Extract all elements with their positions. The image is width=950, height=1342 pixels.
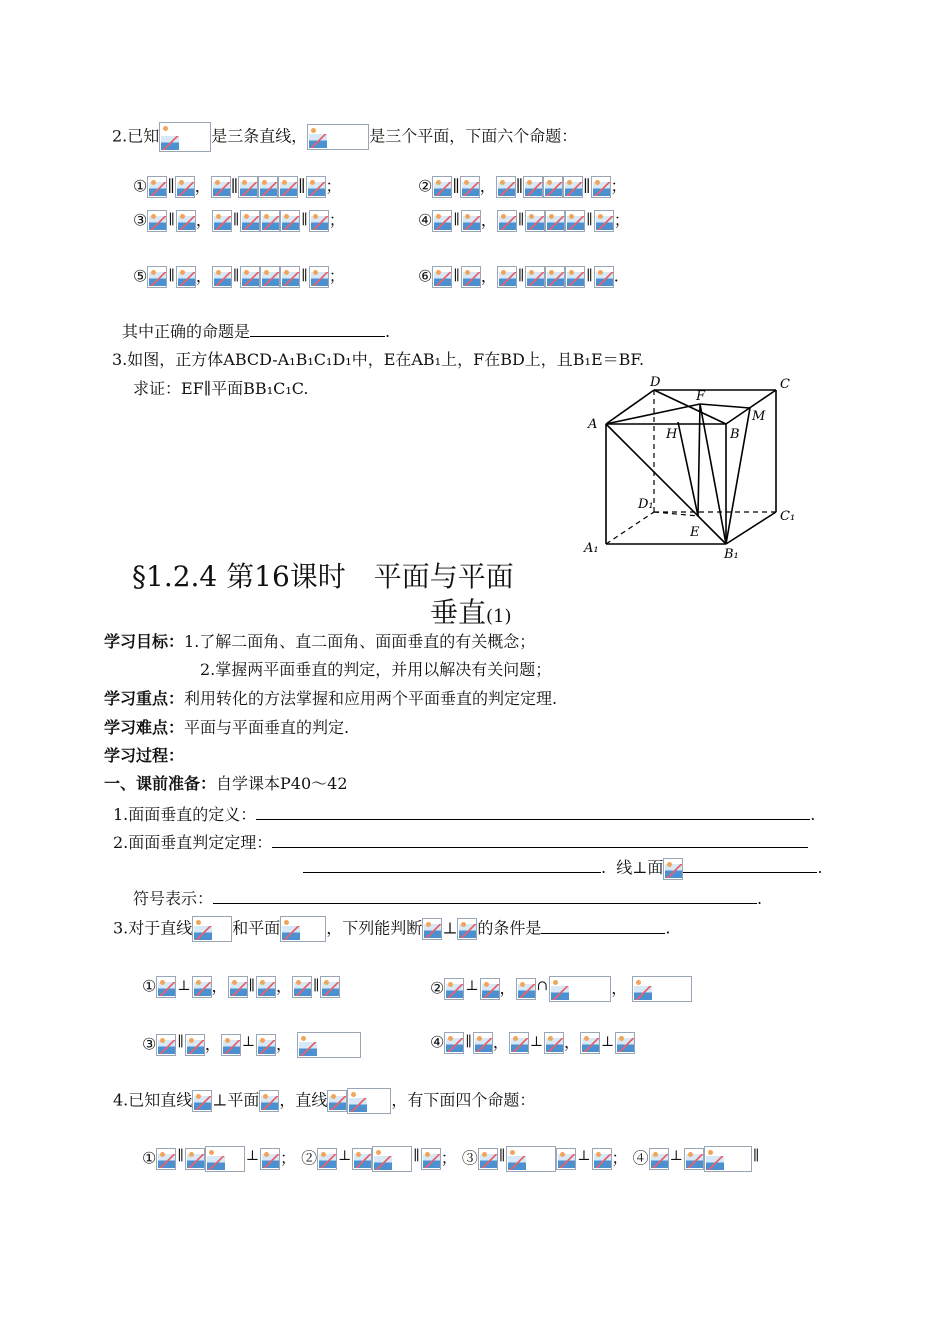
section-title: §1.2.4 第16课时 平面与平面 (132, 560, 514, 593)
q2-prop-4: ④ ∥ ， ∥ ∥ ； (418, 210, 630, 232)
formula-image-icon (649, 1148, 669, 1170)
formula-image-icon (549, 976, 611, 1002)
formula-image-icon (212, 266, 232, 288)
theorem-blank-2[interactable] (303, 856, 601, 873)
formula-image-icon (632, 976, 692, 1002)
formula-image-icon (432, 176, 452, 198)
q2-prop-2: ② ∥ ， ∥ ∥ ； (418, 176, 627, 198)
formula-image-icon (432, 210, 452, 232)
formula-image-icon (185, 1034, 205, 1056)
goal-2: 2.掌握两平面垂直的判定，并用以解决有关问题； (200, 660, 552, 679)
formula-image-icon (260, 210, 280, 232)
label-d1: D₁ (638, 497, 654, 512)
formula-image-icon (258, 176, 278, 198)
formula-image-icon (280, 210, 300, 232)
formula-image-icon (496, 176, 516, 198)
condition-blank[interactable] (541, 917, 665, 934)
formula-image-icon (432, 266, 452, 288)
formula-image-icon (260, 266, 280, 288)
q2-answer: 其中正确的命题是 . (122, 322, 391, 341)
formula-image-icon (461, 266, 481, 288)
formula-image-icon (228, 976, 248, 998)
formula-image-icon (615, 1032, 635, 1054)
formula-image-icon (556, 1148, 576, 1170)
diagonal-bd (654, 390, 726, 424)
formula-image-icon (480, 978, 500, 1000)
segment-fe (698, 404, 700, 516)
formula-image-icon (497, 210, 517, 232)
formula-image-icon (525, 210, 545, 232)
theorem-blank-3[interactable] (683, 856, 817, 873)
formula-image-icon (192, 976, 212, 998)
formula-image-icon (147, 176, 167, 198)
theorem-blank[interactable] (272, 831, 808, 848)
p3-opt-4: ④ ∥ ， ⊥ ， ⊥ (430, 1032, 635, 1054)
formula-image-icon (592, 1148, 612, 1170)
formula-image-icon (594, 210, 614, 232)
formula-image-icon (497, 266, 517, 288)
formula-image-icon (176, 266, 196, 288)
formula-image-icon (544, 1032, 564, 1054)
q2-prop-6: ⑥ ∥ ， ∥ ∥ . (418, 266, 619, 288)
formula-image-icon (565, 266, 585, 288)
formula-image-icon (509, 1032, 529, 1054)
label-a1: A₁ (584, 541, 599, 556)
formula-image-icon (327, 1090, 347, 1112)
process-label: 学习过程： (104, 746, 185, 765)
formula-image-icon (156, 1148, 176, 1170)
formula-image-icon (478, 1148, 498, 1170)
formula-image-icon (205, 1146, 245, 1172)
formula-image-icon (147, 210, 167, 232)
formula-image-icon (516, 978, 536, 1000)
formula-image-icon (309, 266, 329, 288)
formula-image-icon (444, 1032, 464, 1054)
label-d: D (650, 375, 661, 390)
cube-figure (578, 368, 808, 568)
formula-image-icon (176, 210, 196, 232)
q2-prop-1: ① ∥ ， ∥ ∥ ； (133, 176, 342, 198)
formula-image-icon (280, 916, 326, 942)
segment-fm (700, 404, 750, 408)
formula-image-icon (256, 976, 276, 998)
goals: 学习目标：1.了解二面角、直二面角、面面垂直的有关概念； (104, 632, 536, 651)
focus: 学习重点：利用转化的方法掌握和应用两个平面垂直的判定定理. (104, 689, 558, 708)
formula-image-icon (506, 1146, 556, 1172)
formula-image-icon (221, 1034, 241, 1056)
formula-image-icon (212, 210, 232, 232)
formula-image-icon (297, 1032, 361, 1058)
lines-image-icon (159, 122, 211, 152)
symbol-blank[interactable] (213, 887, 757, 904)
label-b: B (730, 427, 740, 442)
formula-image-icon (543, 176, 563, 198)
formula-image-icon (523, 176, 543, 198)
label-b1: B₁ (724, 547, 739, 562)
formula-image-icon (260, 1148, 280, 1170)
edge (726, 512, 776, 544)
p3-opt-1: ① ⊥ ， ∥ ， ∥ (142, 976, 340, 998)
formula-image-icon (704, 1146, 752, 1172)
p3-opt-3: ③ ∥ ， ⊥ ， (142, 1032, 361, 1058)
formula-image-icon (347, 1088, 391, 1114)
section-title-2: 垂直(1) (430, 596, 512, 629)
q2-intro: 2.已知 是三条直线， 是三个平面，下面六个命题： (112, 122, 577, 152)
q2-prop-5: ⑤ ∥ ， ∥ ∥ ； (133, 266, 345, 288)
formula-image-icon (278, 176, 298, 198)
formula-image-icon (580, 1032, 600, 1054)
formula-image-icon (457, 918, 477, 940)
label-m: M (752, 409, 766, 424)
formula-image-icon (292, 976, 312, 998)
formula-image-icon (259, 1090, 279, 1112)
formula-image-icon (147, 266, 167, 288)
prep: 一、课前准备：自学课本P40～42 (104, 774, 348, 793)
formula-image-icon (240, 210, 260, 232)
formula-image-icon (525, 266, 545, 288)
formula-image-icon (320, 976, 340, 998)
formula-image-icon (545, 210, 565, 232)
diagonal-ab1 (606, 424, 726, 544)
planes-image-icon (307, 124, 369, 150)
label-f: F (696, 389, 706, 404)
formula-image-icon (280, 266, 300, 288)
p3: 3.对于直线 和平面 ，下列能判断 ⊥ 的条件是 . (113, 916, 670, 942)
q2-prop-3: ③ ∥ ， ∥ ∥ ； (133, 210, 345, 232)
formula-image-icon (422, 918, 442, 940)
formula-image-icon (192, 916, 232, 942)
formula-image-icon (211, 176, 231, 198)
hidden-edge (606, 512, 654, 544)
q3-line-2: 求证：EF∥平面BB₁C₁C. (133, 379, 309, 398)
formula-image-icon (240, 266, 260, 288)
label-e: E (690, 525, 700, 540)
formula-image-icon (460, 176, 480, 198)
formula-image-icon (563, 176, 583, 198)
p2-cont: . 线⊥面 . (303, 856, 822, 880)
formula-image-icon (594, 266, 614, 288)
formula-image-icon (156, 976, 176, 998)
formula-image-icon (591, 176, 611, 198)
formula-image-icon (306, 176, 326, 198)
formula-image-icon (256, 1034, 276, 1056)
label-a: A (588, 417, 598, 432)
formula-image-icon (372, 1146, 412, 1172)
p3-opt-2: ② ⊥ ， ∩ ， (430, 976, 692, 1002)
formula-image-icon (461, 210, 481, 232)
label-h: H (666, 427, 678, 442)
formula-image-icon (473, 1032, 493, 1054)
formula-image-icon (175, 176, 195, 198)
formula-image-icon (352, 1148, 372, 1170)
formula-image-icon (192, 1090, 212, 1112)
formula-image-icon (444, 978, 464, 1000)
label-c1: C₁ (780, 509, 796, 524)
p4-props: ① ∥ ⊥ ； ② ⊥ ∥ ； ③ ∥ ⊥ ； ④ ⊥ ∥ (142, 1146, 760, 1172)
formula-image-icon (545, 266, 565, 288)
definition-blank[interactable] (256, 803, 810, 820)
segment-he (678, 422, 698, 516)
formula-image-icon (317, 1148, 337, 1170)
difficulty: 学习难点：平面与平面垂直的判定. (104, 718, 350, 737)
p2-symbol: 符号表示： . (133, 889, 763, 908)
formula-image-icon (185, 1148, 205, 1170)
formula-image-icon (684, 1148, 704, 1170)
p4: 4.已知直线 ⊥平面 ，直线 ，有下面四个命题： (113, 1088, 535, 1114)
formula-image-icon (309, 210, 329, 232)
q3-line-1: 3.如图，正方体ABCD-A₁B₁C₁D₁中，E在AB₁上，F在BD上，且B₁E＝BF. (112, 350, 645, 369)
formula-image-icon (565, 210, 585, 232)
formula-image-icon (663, 858, 683, 880)
formula-image-icon (238, 176, 258, 198)
formula-image-icon (156, 1034, 176, 1056)
p2: 2.面面垂直判定定理： (113, 831, 808, 853)
p1: 1.面面垂直的定义： . (113, 805, 816, 824)
formula-image-icon (421, 1148, 441, 1170)
answer-blank[interactable] (250, 320, 385, 337)
label-c: C (780, 377, 790, 392)
